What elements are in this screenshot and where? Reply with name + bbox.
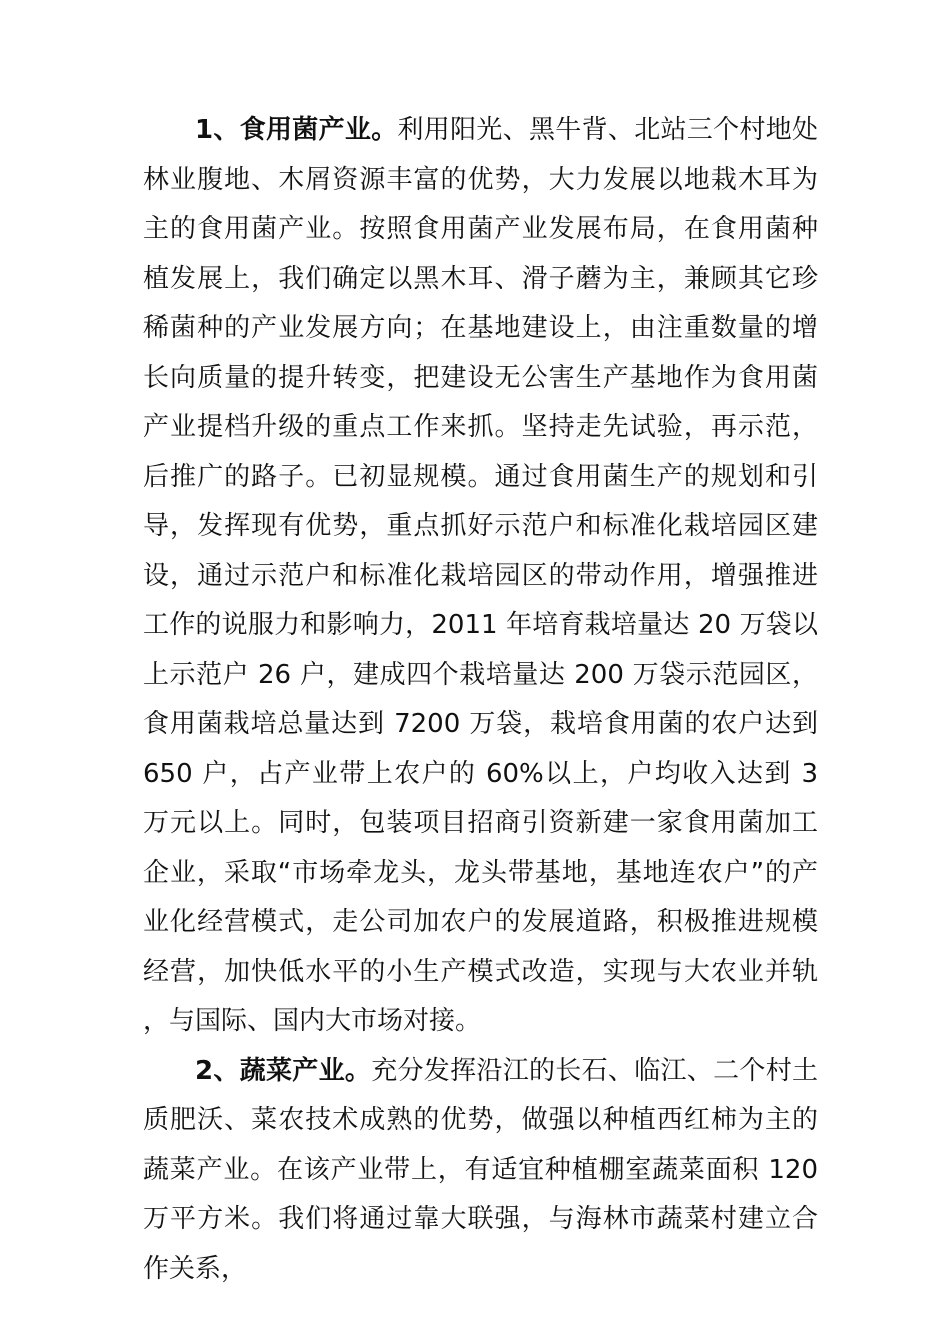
paragraph-edible-fungi: [143, 106, 818, 1047]
paragraph-text: 充分发挥沿江的长石、临江、二个村土质肥沃、菜农技术成熟的优势，做强以种植西红柿为主的蔬菜产业。在该产业带上，有适宜种植棚室蔬菜面积 120 万平方米。我们将通过靠大联强，与海林市蔬菜村建立合作关系，: [143, 1055, 818, 1284]
paragraph-vegetables: [143, 1047, 818, 1295]
paragraph-heading: 1、食用菌产业。: [195, 115, 398, 145]
paragraph-text: 利用阳光、黑牛背、北站三个村地处林业腹地、木屑资源丰富的优势，大力发展以地栽木耳为主的食用菌产业。按照食用菌产业发展布局，在食用菌种植发展上，我们确定以黑木耳、滑子蘑为主，兼顾其它珍稀菌种的产业发展方向；在基地建设上，由注重数量的增长向质量的提升转变，把建设无公害生产基地作为食用菌产业提档升级的重点工作来抓。坚持走先试验，再示范，后推广的路子。已初显规模。通过食用菌生产的规划和引导，发挥现有优势，重点抓好示范户和标准化栽培园区建设，通过示范户和标准化栽培园区的带动作用，增强推进工作的说服力和影响力，2011 年培育栽培量达 20 万袋以上示范户 26 户，建成四个栽培量达 200 万袋示范园区，食用菌栽培总量达到 7200 万袋，栽培食用菌的农户达到 650 户，占产业带上农户的 60%以上，户均收入达到 3 万元以上。同时，包装项目招商引资新建一家食用菌加工企业，采取“市场牵龙头，龙头带基地，基地连农户”的产业化经营模式，走公司加农户的发展道路，积极推进规模经营，加快低水平的小生产模式改造，实现与大农业并轨，与国际、国内大市场对接。: [143, 115, 818, 1036]
paragraph-heading: 2、蔬菜产业。: [195, 1055, 372, 1086]
document-body: [143, 106, 818, 1294]
